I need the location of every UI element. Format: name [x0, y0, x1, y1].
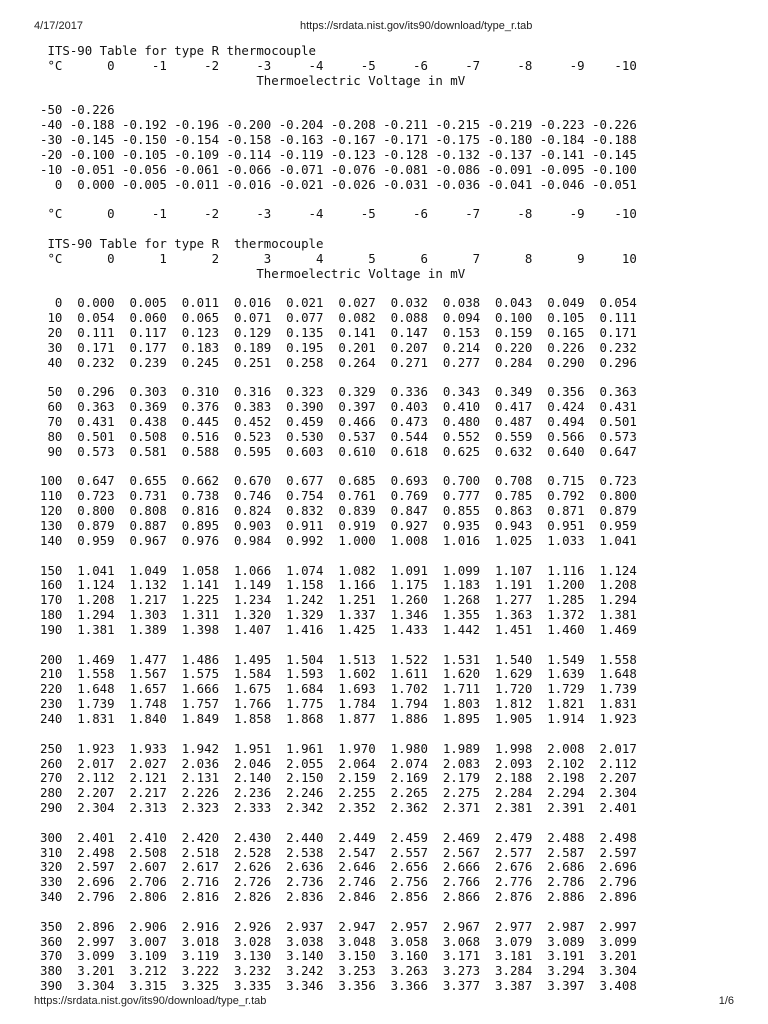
- table-line: 170 1.208 1.217 1.225 1.234 1.242 1.251 1.260 1.268 1.277 1.285 1.294: [40, 592, 637, 608]
- table-line: 270 2.112 2.121 2.131 2.140 2.150 2.159 2.169 2.179 2.188 2.198 2.207: [40, 770, 637, 786]
- table-line: 140 0.959 0.967 0.976 0.984 0.992 1.000 1.008 1.016 1.025 1.033 1.041: [40, 532, 637, 548]
- table-line: [40, 371, 637, 386]
- table-line: 320 2.597 2.607 2.617 2.626 2.636 2.646 2.656 2.666 2.676 2.686 2.696: [40, 859, 637, 875]
- table-line: [40, 89, 637, 104]
- table-line: °C 0 -1 -2 -3 -4 -5 -6 -7 -8 -9 -10: [40, 206, 637, 222]
- print-header-url: https://srdata.nist.gov/its90/download/type_r.tab: [300, 20, 533, 32]
- table-line: 210 1.558 1.567 1.575 1.584 1.593 1.602 1.611 1.620 1.629 1.639 1.648: [40, 666, 637, 682]
- table-line: 260 2.017 2.027 2.036 2.046 2.055 2.064 2.074 2.083 2.093 2.102 2.112: [40, 755, 637, 771]
- table-line: 120 0.800 0.808 0.816 0.824 0.832 0.839 0.847 0.855 0.863 0.871 0.879: [40, 503, 637, 519]
- table-line: 300 2.401 2.410 2.420 2.430 2.440 2.449 2.459 2.469 2.479 2.488 2.498: [40, 829, 637, 845]
- table-line: 250 1.923 1.933 1.942 1.951 1.961 1.970 1.980 1.989 1.998 2.008 2.017: [40, 740, 637, 756]
- table-line: 220 1.648 1.657 1.666 1.675 1.684 1.693 1.702 1.711 1.720 1.729 1.739: [40, 681, 637, 697]
- table-line: 0 0.000 -0.005 -0.011 -0.016 -0.021 -0.026 -0.031 -0.036 -0.041 -0.046 -0.051: [40, 176, 637, 192]
- table-line: 20 0.111 0.117 0.123 0.129 0.135 0.141 0.147 0.153 0.159 0.165 0.171: [40, 325, 637, 341]
- table-line: [40, 816, 637, 831]
- table-line: 10 0.054 0.060 0.065 0.071 0.077 0.082 0.088 0.094 0.100 0.105 0.111: [40, 310, 637, 326]
- table-line: -30 -0.145 -0.150 -0.154 -0.158 -0.163 -0.167 -0.171 -0.175 -0.180 -0.184 -0.188: [40, 132, 637, 148]
- table-line: ITS-90 Table for type R thermocouple: [40, 235, 324, 251]
- thermocouple-table-text: [40, 44, 637, 994]
- table-line: 280 2.207 2.217 2.226 2.236 2.246 2.255 2.265 2.275 2.284 2.294 2.304: [40, 785, 637, 801]
- table-line: 100 0.647 0.655 0.662 0.670 0.677 0.685 0.693 0.700 0.708 0.715 0.723: [40, 473, 637, 489]
- table-line: 90 0.573 0.581 0.588 0.595 0.603 0.610 0.618 0.625 0.632 0.640 0.647: [40, 443, 637, 459]
- table-line: -20 -0.100 -0.105 -0.109 -0.114 -0.119 -0.123 -0.128 -0.132 -0.137 -0.141 -0.145: [40, 146, 637, 162]
- table-line: Thermoelectric Voltage in mV: [40, 265, 466, 281]
- table-line: 110 0.723 0.731 0.738 0.746 0.754 0.761 0.769 0.777 0.785 0.792 0.800: [40, 488, 637, 504]
- table-line: [40, 905, 637, 920]
- table-line: 230 1.739 1.748 1.757 1.766 1.775 1.784 1.794 1.803 1.812 1.821 1.831: [40, 696, 637, 712]
- table-line: -40 -0.188 -0.192 -0.196 -0.200 -0.204 -0.208 -0.211 -0.215 -0.219 -0.223 -0.226: [40, 117, 637, 133]
- table-line: °C 0 -1 -2 -3 -4 -5 -6 -7 -8 -9 -10: [40, 57, 637, 73]
- table-line: 330 2.696 2.706 2.716 2.726 2.736 2.746 2.756 2.766 2.776 2.786 2.796: [40, 874, 637, 890]
- table-line: 390 3.304 3.315 3.325 3.335 3.346 3.356 3.366 3.377 3.387 3.397 3.408: [40, 978, 637, 994]
- page-number: 1/6: [718, 995, 734, 1007]
- table-line: 150 1.041 1.049 1.058 1.066 1.074 1.082 1.091 1.099 1.107 1.116 1.124: [40, 562, 637, 578]
- table-line: 50 0.296 0.303 0.310 0.316 0.323 0.329 0.336 0.343 0.349 0.356 0.363: [40, 384, 637, 400]
- table-line: 350 2.896 2.906 2.916 2.926 2.937 2.947 2.957 2.967 2.977 2.987 2.997: [40, 918, 637, 934]
- table-line: 60 0.363 0.369 0.376 0.383 0.390 0.397 0.403 0.410 0.417 0.424 0.431: [40, 399, 637, 415]
- table-line: 370 3.099 3.109 3.119 3.130 3.140 3.150 3.160 3.171 3.181 3.191 3.201: [40, 948, 637, 964]
- table-line: 340 2.796 2.806 2.816 2.826 2.836 2.846 2.856 2.866 2.876 2.886 2.896: [40, 889, 637, 905]
- table-line: 160 1.124 1.132 1.141 1.149 1.158 1.166 1.175 1.183 1.191 1.200 1.208: [40, 577, 637, 593]
- table-line: [40, 222, 637, 237]
- table-line: [40, 460, 637, 475]
- table-line: -10 -0.051 -0.056 -0.061 -0.066 -0.071 -0.076 -0.081 -0.086 -0.091 -0.095 -0.100: [40, 161, 637, 177]
- table-line: -50 -0.226: [40, 102, 115, 118]
- table-line: 380 3.201 3.212 3.222 3.232 3.242 3.253 3.263 3.273 3.284 3.294 3.304: [40, 963, 637, 979]
- table-line: 80 0.501 0.508 0.516 0.523 0.530 0.537 0.544 0.552 0.559 0.566 0.573: [40, 428, 637, 444]
- table-line: 310 2.498 2.508 2.518 2.528 2.538 2.547 2.557 2.567 2.577 2.587 2.597: [40, 844, 637, 860]
- table-line: 190 1.381 1.389 1.398 1.407 1.416 1.425 1.433 1.442 1.451 1.460 1.469: [40, 621, 637, 637]
- table-line: [40, 282, 637, 297]
- print-date: 4/17/2017: [34, 20, 83, 32]
- table-line: ITS-90 Table for type R thermocouple: [40, 43, 317, 58]
- table-line: 240 1.831 1.840 1.849 1.858 1.868 1.877 1.886 1.895 1.905 1.914 1.923: [40, 710, 637, 726]
- table-line: 290 2.304 2.313 2.323 2.333 2.342 2.352 2.362 2.371 2.381 2.391 2.401: [40, 800, 637, 816]
- table-line: 130 0.879 0.887 0.895 0.903 0.911 0.919 0.927 0.935 0.943 0.951 0.959: [40, 518, 637, 533]
- print-footer-url: https://srdata.nist.gov/its90/download/type_r.tab: [34, 995, 267, 1007]
- table-line: [40, 549, 637, 564]
- table-line: 30 0.171 0.177 0.183 0.189 0.195 0.201 0.207 0.214 0.220 0.226 0.232: [40, 339, 637, 355]
- table-line: 0 0.000 0.005 0.011 0.016 0.021 0.027 0.032 0.038 0.043 0.049 0.054: [40, 295, 637, 311]
- table-line: [40, 192, 637, 207]
- table-line: 40 0.232 0.239 0.245 0.251 0.258 0.264 0.271 0.277 0.284 0.290 0.296: [40, 354, 637, 370]
- table-line: °C 0 1 2 3 4 5 6 7 8 9 10: [40, 250, 637, 266]
- table-line: [40, 727, 637, 742]
- table-line: [40, 638, 637, 653]
- table-line: 200 1.469 1.477 1.486 1.495 1.504 1.513 1.522 1.531 1.540 1.549 1.558: [40, 651, 637, 667]
- table-line: Thermoelectric Voltage in mV: [40, 72, 466, 88]
- table-line: 360 2.997 3.007 3.018 3.028 3.038 3.048 3.058 3.068 3.079 3.089 3.099: [40, 933, 637, 949]
- table-line: 70 0.431 0.438 0.445 0.452 0.459 0.466 0.473 0.480 0.487 0.494 0.501: [40, 414, 637, 430]
- table-line: 180 1.294 1.303 1.311 1.320 1.329 1.337 1.346 1.355 1.363 1.372 1.381: [40, 607, 637, 623]
